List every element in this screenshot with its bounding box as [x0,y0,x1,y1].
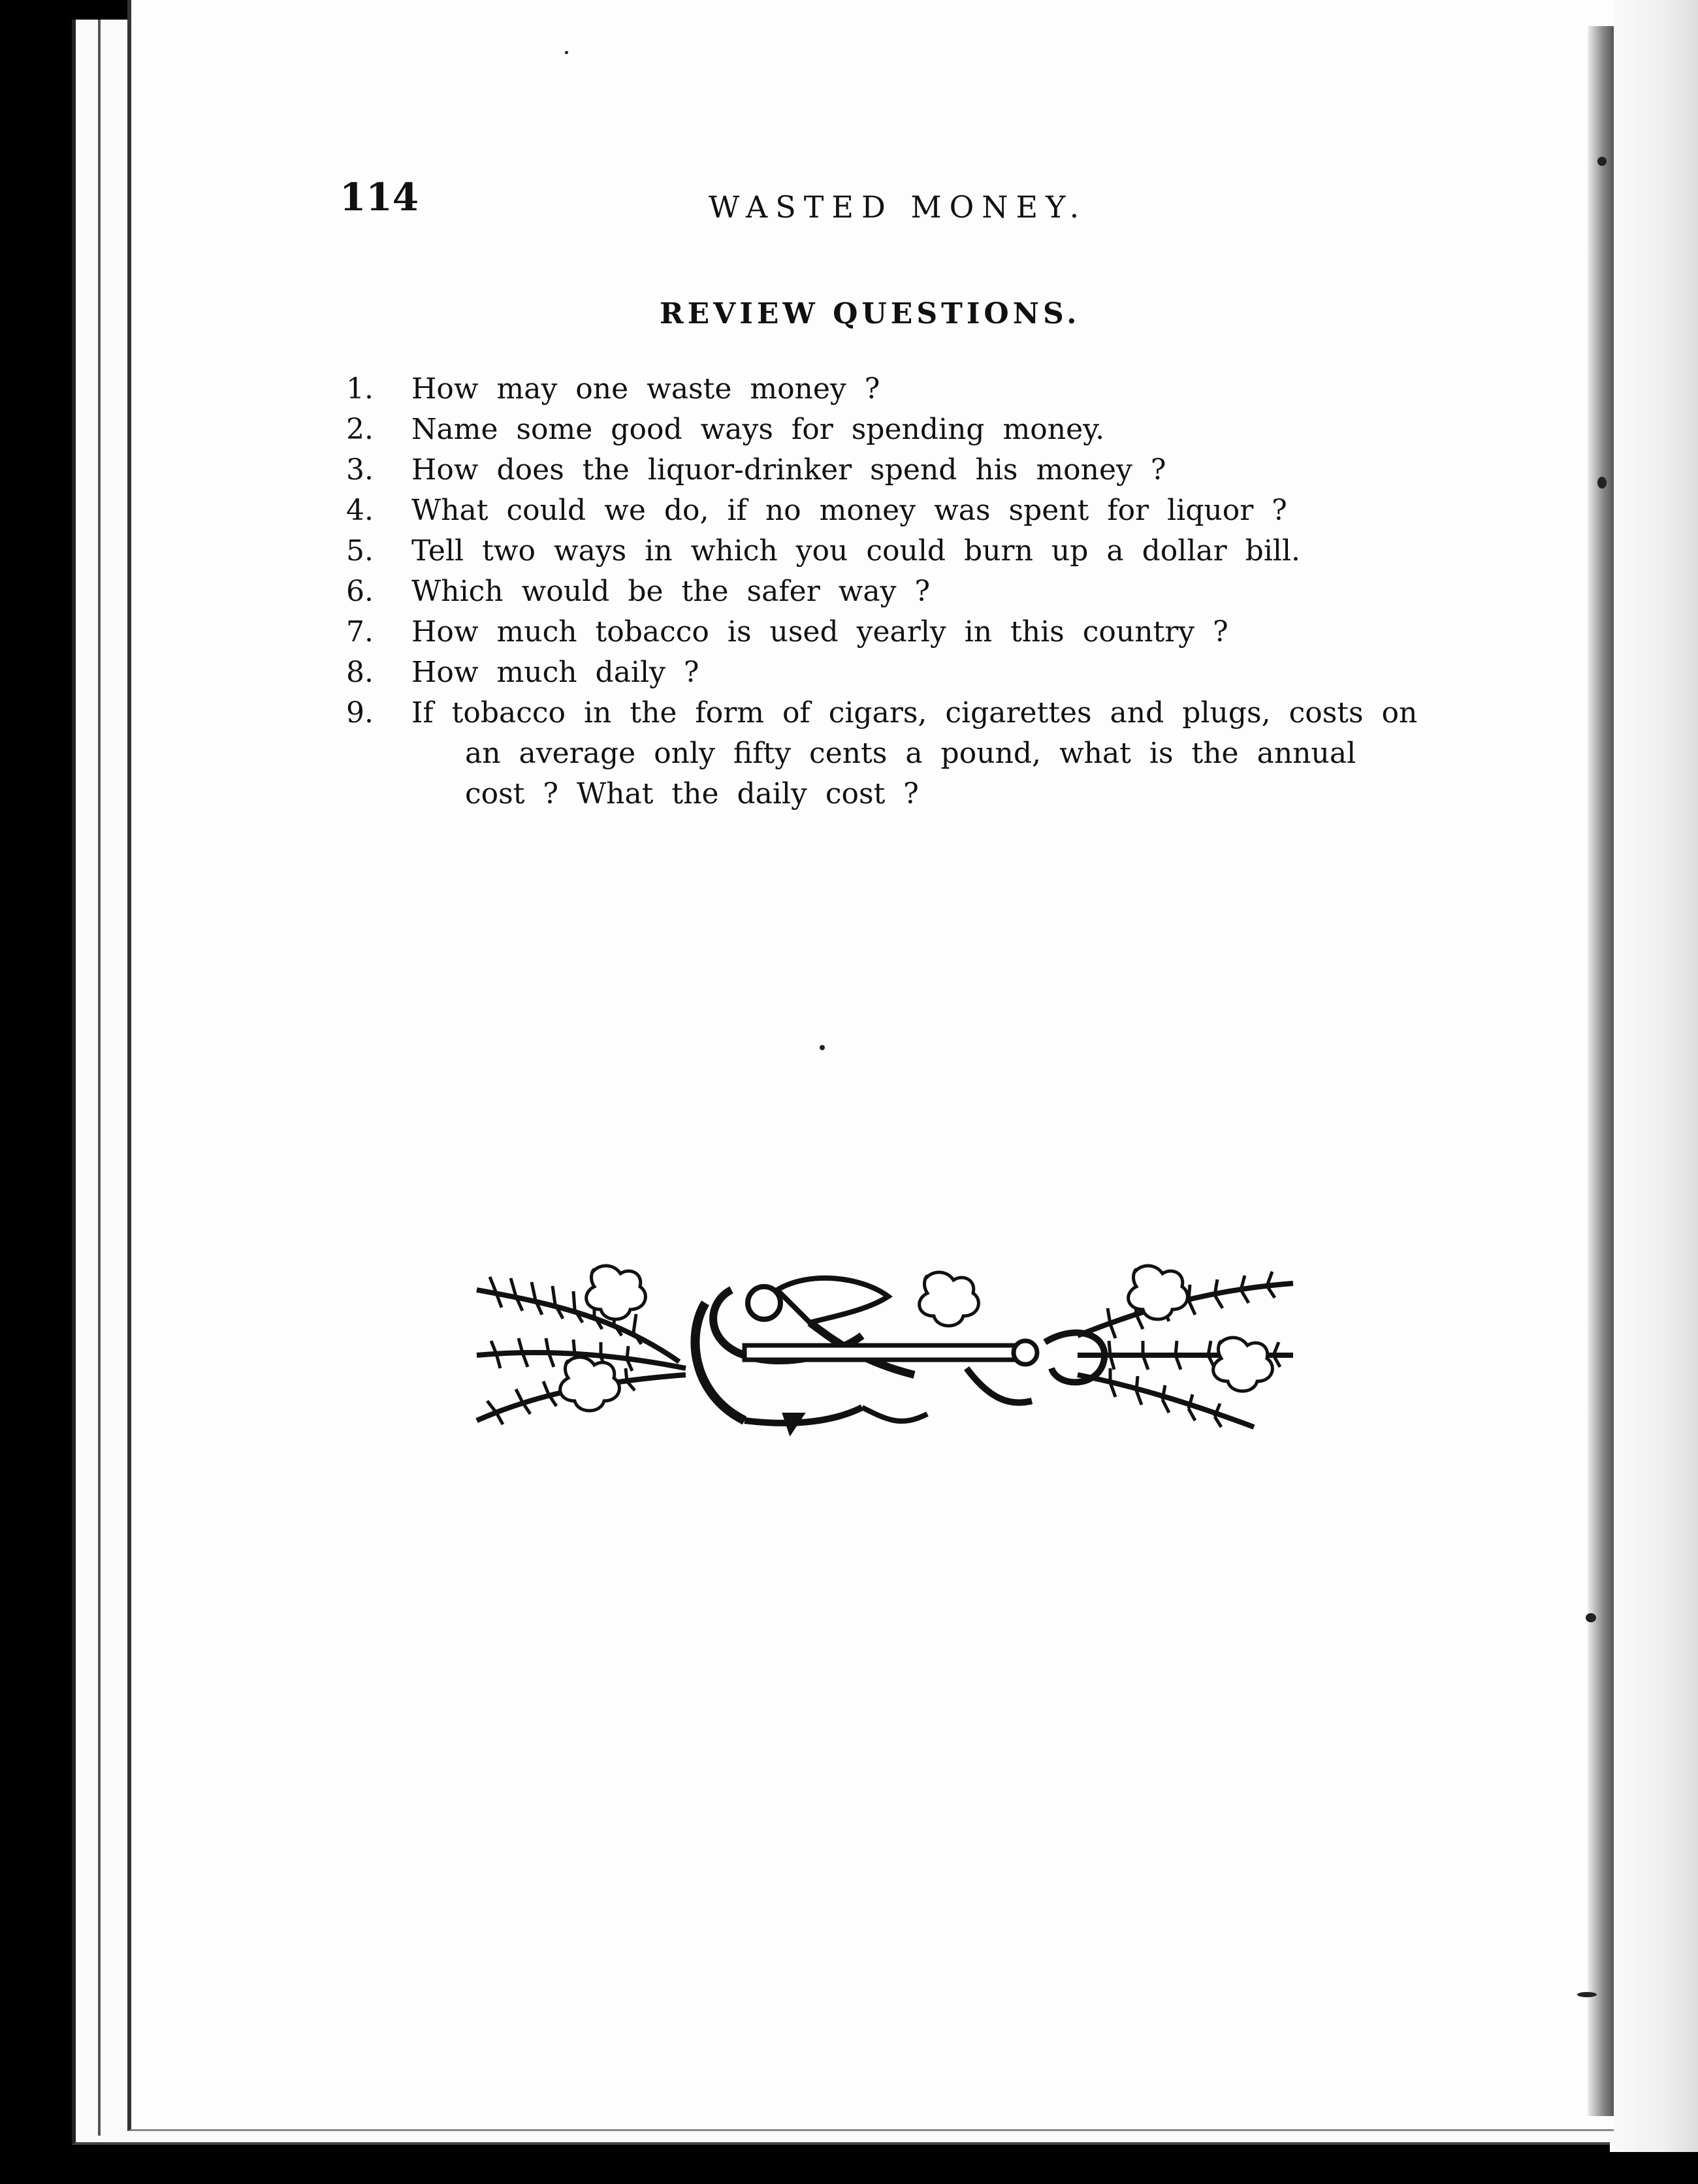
question-text: Name some good ways for spending money. [411,413,1105,446]
running-head: WASTED MONEY. [709,189,1087,225]
print-speck [820,1045,825,1050]
question-number: 8. [346,656,374,689]
right-gutter [1610,0,1698,2184]
list-item [346,612,1469,652]
question-number: 5. [346,534,374,568]
question-text: Which would be the safer way ? [411,575,931,608]
question-number: 3. [346,453,374,487]
question-number: 9. [346,696,374,730]
question-number: 2. [346,413,374,446]
decorative-tailpiece-dolphin-foliage-icon [470,1264,1300,1440]
list-item [346,652,1469,693]
question-number: 7. [346,615,374,649]
question-text-line: cost ? What the daily cost ? [465,777,919,811]
question-text-continuation [411,733,1469,814]
question-text: Tell two ways in which you could burn up a dollar bill. [411,534,1301,568]
question-text [411,693,1469,814]
list-item [346,490,1469,531]
list-item [346,450,1469,490]
question-number: 1. [346,372,374,406]
page-edge-mark [1586,1613,1596,1622]
page-edge-mark [1597,157,1607,166]
print-speck [565,51,568,54]
page-number: 114 [340,175,419,219]
question-text: How does the liquor-drinker spend his money ? [411,453,1166,487]
list-item [346,410,1469,450]
section-title: REVIEW QUESTIONS. [660,297,1081,330]
page-edge-mark [1597,477,1607,489]
question-text-line: If tobacco in the form of cigars, cigarettes and plugs, costs on [411,696,1418,730]
question-text: What could we do, if no money was spent for liquor ? [411,494,1287,527]
question-number: 6. [346,575,374,608]
review-questions-list [346,369,1469,814]
question-text: How much tobacco is used yearly in this country ? [411,615,1228,649]
question-text: How much daily ? [411,656,699,689]
list-item [346,531,1469,571]
question-text-line: an average only fifty cents a pound, what is the annual [465,737,1356,770]
scan-bottom-edge [0,2152,1698,2184]
page-edge-mark [1577,1992,1597,1997]
question-number: 4. [346,494,374,527]
book-binding-edge [98,20,101,2136]
question-text: How may one waste money ? [411,372,880,406]
list-item [346,693,1469,814]
list-item [346,369,1469,410]
page-gutter-shadow [1588,26,1614,2116]
list-item [346,571,1469,612]
